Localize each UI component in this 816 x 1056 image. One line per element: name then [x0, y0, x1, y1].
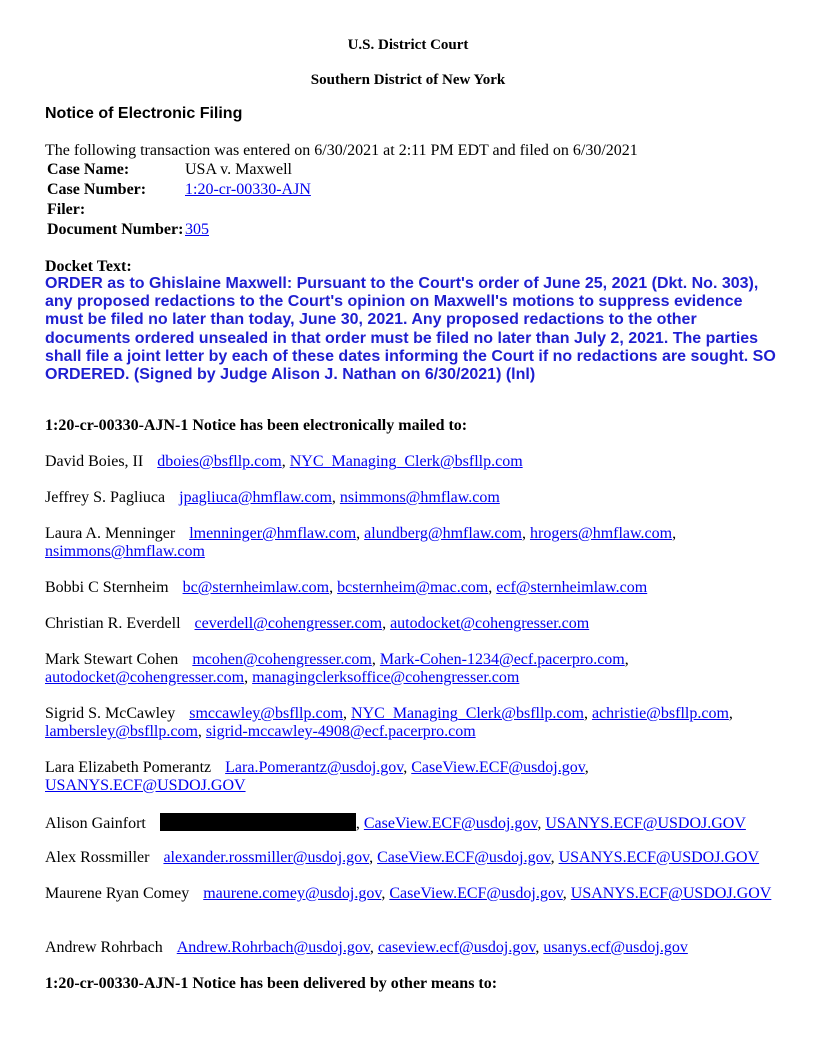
redacted-email-block: [160, 813, 356, 831]
recipient-name: Andrew Rohrbach: [45, 939, 163, 956]
recipient-entry: Mark Stewart Cohen mcohen@cohengresser.com, Mark-Cohen-1234@ecf.pacerpro.com, autodocket@cohengresser.com, managingclerksoffice@cohengresser.com: [45, 651, 629, 686]
recipient-entry: David Boies, II dboies@bsfllp.com, NYC_Managing_Clerk@bsfllp.com: [45, 453, 523, 470]
recipient-email-link[interactable]: caseview.ecf@usdoj.gov: [377, 939, 536, 956]
recipient-entry: Sigrid S. McCawley smccawley@bsfllp.com, NYC_Managing_Clerk@bsfllp.com, achristie@bsfllp.com, lambersley@bsfllp.com, sigrid-mccawley-4908@ecf.pacerpro.com: [45, 705, 733, 740]
district-name: Southern District of New York: [310, 72, 506, 88]
recipient-entry: Lara Elizabeth Pomerantz Lara.Pomerantz@usdoj.gov, CaseView.ECF@usdoj.gov, USANYS.ECF@USDOJ.GOV: [45, 759, 589, 794]
recipient-email-link[interactable]: ecf@sternheimlaw.com: [496, 579, 648, 596]
recipient-email-link[interactable]: managingclerksoffice@cohengresser.com: [252, 669, 520, 686]
recipient-email-link[interactable]: NYC_Managing_Clerk@bsfllp.com: [289, 453, 523, 470]
recipient-email-link[interactable]: lambersley@bsfllp.com: [45, 723, 198, 740]
recipient-name: Laura A. Menninger: [45, 525, 176, 542]
recipient-email-link[interactable]: Lara.Pomerantz@usdoj.gov: [225, 759, 404, 776]
document-number-link[interactable]: 305: [185, 221, 209, 238]
recipient-entry: Alison Gainfort , CaseView.ECF@usdoj.gov, USANYS.ECF@USDOJ.GOV: [45, 815, 746, 832]
recipient-entry: Jeffrey S. Pagliuca jpagliuca@hmflaw.com, nsimmons@hmflaw.com: [45, 489, 500, 506]
case-number-label: Case Number:: [47, 181, 147, 198]
recipient-entry: Laura A. Menninger lmenninger@hmflaw.com, alundberg@hmflaw.com, hrogers@hmflaw.com, nsimmons@hmflaw.com: [45, 525, 677, 560]
recipient-entry: Maurene Ryan Comey maurene.comey@usdoj.gov, CaseView.ECF@usdoj.gov, USANYS.ECF@USDOJ.GOV: [45, 885, 772, 902]
recipient-email-link[interactable]: CaseView.ECF@usdoj.gov: [411, 759, 585, 776]
page-title: Notice of Electronic Filing: [45, 105, 243, 122]
recipient-email-link[interactable]: CaseView.ECF@usdoj.gov: [363, 815, 538, 832]
recipient-email-link[interactable]: alexander.rossmiller@usdoj.gov: [163, 849, 370, 866]
recipient-email-link[interactable]: dboies@bsfllp.com: [157, 453, 282, 470]
recipient-name: Jeffrey S. Pagliuca: [45, 489, 166, 506]
recipient-name: Lara Elizabeth Pomerantz: [45, 759, 212, 776]
recipient-entry: Bobbi C Sternheim bc@sternheimlaw.com, bcsternheim@mac.com, ecf@sternheimlaw.com: [45, 579, 648, 596]
other-means-heading: 1:20-cr-00330-AJN-1 Notice has been delivered by other means to:: [45, 975, 498, 992]
recipient-name: Christian R. Everdell: [45, 615, 181, 632]
transaction-intro: The following transaction was entered on 6/30/2021 at 2:11 PM EDT and filed on 6/30/2021: [45, 142, 638, 159]
recipient-entry: Andrew Rohrbach Andrew.Rohrbach@usdoj.gov, caseview.ecf@usdoj.gov, usanys.ecf@usdoj.gov: [45, 939, 688, 956]
recipient-email-link[interactable]: nsimmons@hmflaw.com: [339, 489, 500, 506]
recipient-email-link[interactable]: Andrew.Rohrbach@usdoj.gov: [176, 939, 370, 956]
recipient-entry: Christian R. Everdell ceverdell@cohengresser.com, autodocket@cohengresser.com: [45, 615, 590, 632]
recipient-email-link[interactable]: achristie@bsfllp.com: [591, 705, 729, 722]
emailed-heading: 1:20-cr-00330-AJN-1 Notice has been electronically mailed to:: [45, 417, 468, 434]
case-name-value: USA v. Maxwell: [185, 161, 292, 178]
recipient-name: Alex Rossmiller: [45, 849, 150, 866]
recipient-email-link[interactable]: USANYS.ECF@USDOJ.GOV: [570, 885, 772, 902]
recipient-email-link[interactable]: maurene.comey@usdoj.gov: [203, 885, 382, 902]
recipient-email-link[interactable]: USANYS.ECF@USDOJ.GOV: [558, 849, 760, 866]
recipient-email-link[interactable]: nsimmons@hmflaw.com: [45, 543, 205, 560]
recipient-email-link[interactable]: CaseView.ECF@usdoj.gov: [377, 849, 551, 866]
case-name-label: Case Name:: [47, 161, 130, 178]
case-number-link[interactable]: 1:20-cr-00330-AJN: [185, 181, 311, 198]
recipient-email-link[interactable]: CaseView.ECF@usdoj.gov: [389, 885, 563, 902]
recipient-email-link[interactable]: USANYS.ECF@USDOJ.GOV: [45, 777, 246, 794]
filer-label: Filer:: [47, 201, 86, 218]
recipient-email-link[interactable]: NYC_Managing_Clerk@bsfllp.com: [351, 705, 584, 722]
recipient-email-link[interactable]: bcsternheim@mac.com: [337, 579, 489, 596]
recipient-entry: Alex Rossmiller alexander.rossmiller@usdoj.gov, CaseView.ECF@usdoj.gov, USANYS.ECF@USDOJ.GOV: [45, 849, 760, 866]
recipient-email-link[interactable]: Mark-Cohen-1234@ecf.pacerpro.com: [379, 651, 625, 668]
recipient-email-link[interactable]: jpagliuca@hmflaw.com: [179, 489, 332, 506]
recipient-name: Alison Gainfort: [45, 815, 146, 832]
court-name: U.S. District Court: [347, 37, 469, 53]
recipient-email-link[interactable]: smccawley@bsfllp.com: [189, 705, 344, 722]
recipient-name: Sigrid S. McCawley: [45, 705, 176, 722]
recipient-email-link[interactable]: hrogers@hmflaw.com: [529, 525, 673, 542]
recipient-name: Maurene Ryan Comey: [45, 885, 190, 902]
recipient-email-link[interactable]: alundberg@hmflaw.com: [364, 525, 522, 542]
docket-text-label: Docket Text:: [45, 258, 132, 275]
recipient-email-link[interactable]: ceverdell@cohengresser.com: [194, 615, 383, 632]
recipient-name: David Boies, II: [45, 453, 144, 470]
recipient-email-link[interactable]: autodocket@cohengresser.com: [45, 669, 245, 686]
recipient-email-link[interactable]: autodocket@cohengresser.com: [390, 615, 590, 632]
document-number-label: Document Number:: [47, 221, 184, 238]
recipient-email-link[interactable]: mcohen@cohengresser.com: [192, 651, 372, 668]
recipient-email-link[interactable]: usanys.ecf@usdoj.gov: [543, 939, 688, 956]
recipient-email-link[interactable]: sigrid-mccawley-4908@ecf.pacerpro.com: [205, 723, 476, 740]
recipient-email-link[interactable]: bc@sternheimlaw.com: [182, 579, 330, 596]
recipient-email-link[interactable]: lmenninger@hmflaw.com: [189, 525, 357, 542]
docket-text: ORDER as to Ghislaine Maxwell: Pursuant to the Court's order of June 25, 2021 (Dkt. No. 303), any proposed redactions to the Court's opinion on Maxwell's motions to suppress evidence must be filed no later than today, June 30, 2021. Any proposed redactions to the other documents ordered unsealed in that order must be filed no later than July 2, 2021. The parties shall file a joint letter by each of these dates informing the Court if no redactions are sought. SO ORDERED. (Signed by Judge Alison J. Nathan on 6/30/2021) (lnl): [45, 275, 776, 384]
recipient-name: Mark Stewart Cohen: [45, 651, 179, 668]
recipient-email-link[interactable]: USANYS.ECF@USDOJ.GOV: [545, 815, 746, 832]
recipient-name: Bobbi C Sternheim: [45, 579, 169, 596]
